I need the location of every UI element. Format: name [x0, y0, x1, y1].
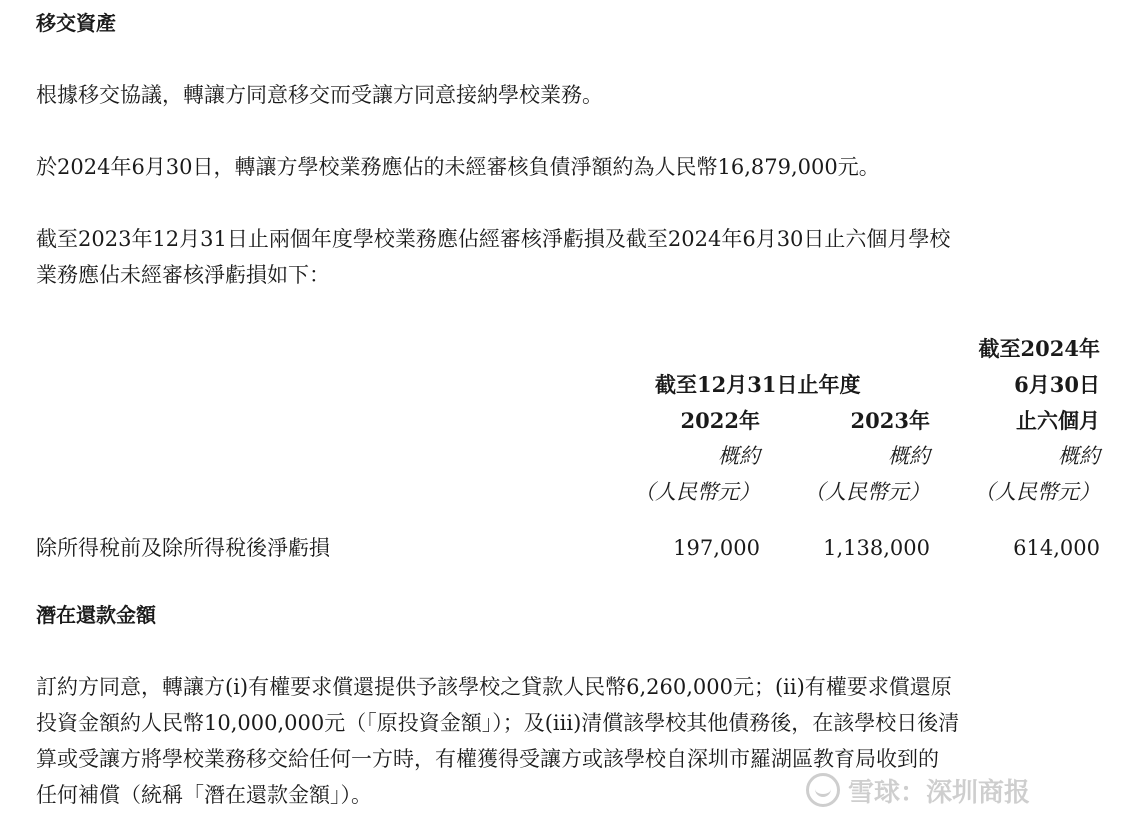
table-col3-header-line1: 截至2024年 [978, 336, 1100, 361]
paragraph-net-loss-intro-line1: 截至2023年12月31日止兩個年度學校業務應佔經審核淨虧損及截至2024年6月30日止六個月學校 [36, 227, 951, 251]
table-cell-2024h1: 614,000 [1013, 536, 1100, 560]
table-col1-approx: 概約 [718, 444, 760, 468]
paragraph-net-loss-intro-line2: 業務應佔未經審核淨虧損如下： [36, 263, 330, 287]
table-col3-approx: 概約 [1058, 444, 1100, 468]
table-cell-2023: 1,138,000 [823, 536, 930, 560]
paragraph-repayment-line3: 算或受讓方將學校業務移交給任何一方時，有權獲得受讓方或該學校自深圳市羅湖區教育局收到的 [36, 747, 939, 771]
table-col2-approx: 概約 [888, 444, 930, 468]
section-heading-potential-repayment: 潛在還款金額 [36, 603, 156, 627]
section-heading-transfer-assets: 移交資產 [36, 11, 116, 35]
table-col2-year: 2023年 [850, 408, 930, 433]
table-col1-year: 2022年 [680, 408, 760, 433]
watermark-text: 雪球：深圳商报 [848, 777, 1031, 808]
paragraph-repayment-line1: 訂約方同意，轉讓方(i)有權要求償還提供予該學校之貸款人民幣6,260,000元；(ii)有權要求償還原 [36, 675, 952, 699]
table-col1-unit: （人民幣元） [634, 480, 760, 504]
paragraph-repayment-line4: 任何補償（統稱「潛在還款金額」）。 [36, 783, 372, 807]
table-col3-header-line2: 6月30日 [1014, 372, 1100, 397]
table-year-group-header: 截至12月31日止年度 [655, 372, 861, 397]
watermark [806, 770, 1030, 810]
paragraph-repayment-line2: 投資金額約人民幣10,000,000元（「原投資金額」）；及(iii)清償該學校其他債務後，在該學校日後清 [36, 711, 960, 735]
snowball-logo-icon [806, 773, 840, 807]
paragraph-net-liabilities: 於2024年6月30日，轉讓方學校業務應佔的未經審核負債淨額約為人民幣16,879,000元。 [36, 155, 880, 179]
table-col3-header-line3: 止六個月 [1016, 408, 1100, 433]
table-col3-unit: （人民幣元） [974, 480, 1100, 504]
paragraph-transfer-agreement: 根據移交協議，轉讓方同意移交而受讓方同意接納學校業務。 [36, 83, 603, 107]
table-row-label: 除所得稅前及除所得稅後淨虧損 [36, 536, 330, 560]
table-cell-2022: 197,000 [673, 536, 760, 560]
table-col2-unit: （人民幣元） [804, 480, 930, 504]
